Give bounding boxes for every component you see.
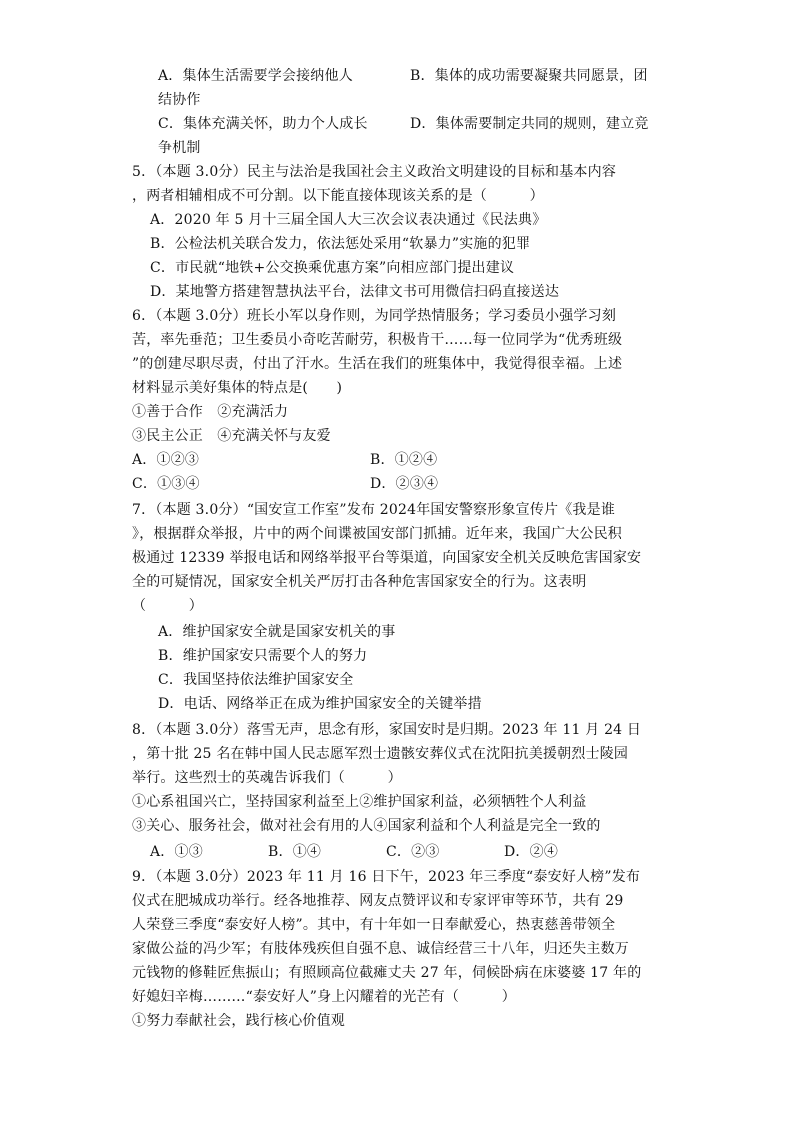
q6-stem-line4: 材料显示美好集体的特点是( ): [132, 380, 343, 396]
q6-items-line1: ①善于合作 ②充满活力: [132, 404, 289, 420]
q6-items-line2: ③民主公正 ④充满关怀与友爱: [132, 428, 331, 444]
q4-option-a: A．集体生活需要学会接纳他人: [158, 68, 353, 84]
q8-option-d: D．②④: [504, 844, 559, 860]
q8-option-a: A．①③: [150, 844, 203, 860]
q7-stem-line2: 》，根据群众举报，片中的两个间谍被国安部门抓捕。近年来，我国广大公民积: [132, 526, 622, 542]
q8-stem-line1: 8．（本题 3.0分）落雪无声，思念有形，家国安时是归期。2023 年 11 月 24 日: [132, 722, 642, 738]
q9-stem-line5: 元钱物的修鞋匠焦振山；有照顾高位截瘫丈夫 27 年，伺候卧病在床婆婆 17 年的: [132, 965, 642, 981]
q8-items-line2: ③关心、服务社会，做对社会有用的人④国家利益和个人利益是完全一致的: [132, 818, 601, 834]
q8-option-c: C．②③: [386, 844, 440, 860]
q6-stem-line3: ”的创建尽职尽责，付出了汗水。生活在我们的班集体中，我觉得很幸福。上述: [132, 356, 623, 372]
q4-option-c: C．集体充满关怀，助力个人成长: [158, 116, 368, 132]
q8-stem-line2: ，第十批 25 名在韩中国人民志愿军烈士遗骸安葬仪式在沈阳抗美援朝烈士陵园: [132, 746, 629, 762]
q6-option-c: C．①③④: [132, 476, 200, 492]
q5-option-a: A．2020 年 5 月十三届全国人大三次会议表决通过《民法典》: [150, 212, 547, 228]
q6-option-d: D．②③④: [370, 476, 439, 492]
q7-option-a: A．维护国家安全就是国家安机关的事: [158, 624, 396, 640]
q8-option-b: B．①④: [268, 844, 322, 860]
q7-stem-line1: 7．（本题 3.0分）“国安宣工作室”发布 2024年国安警察形象宣传片《我是谁: [132, 502, 616, 518]
q4-option-b-cont: 结协作: [158, 92, 201, 108]
q5-option-b: B．公检法机关联合发力，依法惩处采用“软暴力”实施的犯罪: [150, 236, 531, 252]
q6-option-a: A．①②③: [132, 452, 200, 468]
q9-stem-line1: 9．（本题 3.0分）2023 年 11 月 16 日下午，2023 年三季度“泰安好人榜”发布: [132, 869, 641, 885]
q5-stem-line2: ，两者相辅相成不可分割。以下能直接体现该关系的是（ ）: [132, 188, 544, 204]
q9-stem-line3: 人荣登三季度“泰安好人榜”。其中，有十年如一日奉献爱心，热衷慈善带领全: [132, 917, 616, 933]
q4-option-d: D．集体需要制定共同的规则，建立竞: [410, 116, 649, 132]
q4-option-b: B．集体的成功需要凝聚共同愿景，团: [410, 68, 648, 84]
q6-stem-line2: 苦，率先垂范；卫生委员小奇吃苦耐劳，积极肯干……每一位同学为“优秀班级: [132, 332, 623, 348]
q7-stem-line4: 全的可疑情况，国家安全机关严厉打击各种危害国家安全的行为。这表明: [132, 574, 587, 590]
q9-stem-line2: 仪式在肥城成功举行。经各地推荐、网友点赞评议和专家评审等环节，共有 29: [132, 893, 624, 909]
q8-items-line1: ①心系祖国兴亡，坚持国家利益至上②维护国家利益，必须牺牲个人利益: [132, 794, 587, 810]
q6-stem-line1: 6．（本题 3.0分）班长小军以身作则，为同学热情服务；学习委员小强学习刻: [132, 308, 617, 324]
q6-option-b: B．①②④: [370, 452, 438, 468]
q5-option-d: D．某地警方搭建智慧执法平台，法律文书可用微信扫码直接送达: [150, 284, 560, 300]
q9-stem-line6: 好媳妇辛梅………“泰安好人”身上闪耀着的光芒有（ ）: [132, 989, 516, 1005]
q5-option-c: C．市民就“地铁+公交换乘优惠方案”向相应部门提出建议: [150, 260, 515, 276]
q4-option-d-cont: 争机制: [158, 140, 201, 156]
q7-stem-line5: （ ）: [132, 598, 203, 614]
q9-items-line1: ①努力奉献社会，践行核心价值观: [132, 1013, 345, 1029]
q5-stem-line1: 5．（本题 3.0分）民主与法治是我国社会主义政治文明建设的目标和基本内容: [132, 164, 617, 180]
q7-option-b: B．维护国家安只需要个人的努力: [158, 648, 368, 664]
q7-option-d: D．电话、网络举正在成为维护国家安全的关键举措: [158, 696, 482, 712]
q7-option-c: C．我国坚持依法维护国家安全: [158, 672, 354, 688]
q7-stem-line3: 极通过 12339 举报电话和网络举报平台等渠道，向国家安全机关反映危害国家安: [132, 550, 642, 566]
q9-stem-line4: 家做公益的冯少军；有肢体残疾但自强不息、诚信经营三十八年，归还失主数万: [132, 941, 629, 957]
q8-stem-line3: 举行。这些烈士的英魂告诉我们（ ）: [132, 770, 402, 786]
